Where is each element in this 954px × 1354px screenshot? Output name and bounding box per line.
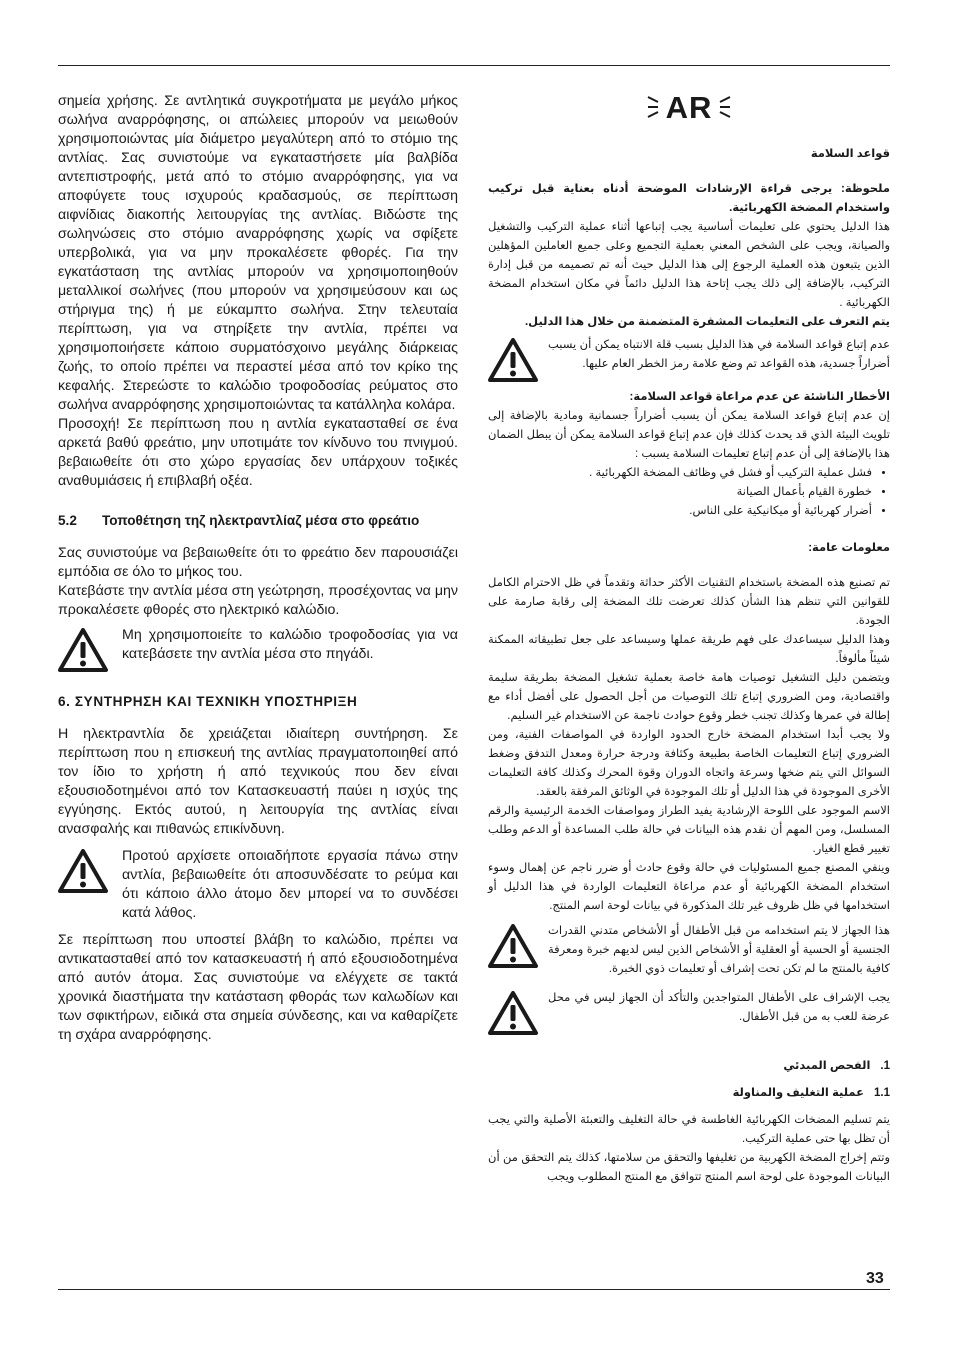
bracket-right-icon	[718, 95, 732, 119]
warning-triangle-icon	[488, 336, 548, 382]
warning-text: Προτού αρχίσετε οποιαδήποτε εργασία πάνω στην αντλία, βεβαιωθείτε ότι αποσυνδέσατε το ρεύμα και ότι κάποιο άλλο άτομο δεν μπορεί να το συνδέσει κατά λάθος.	[122, 848, 458, 921]
greek-paragraph: Σας συνιστούμε να βεβαιωθείτε ότι το φρεάτιο δεν παρουσιάζει εμπόδια σε όλο το μήκος του.	[58, 545, 458, 580]
arabic-paragraph: الاسم الموجود على اللوحة الإرشادية يفيد الطراز ومواصفات الخدمة الرئيسية والرقم المسلسل، ومن المهم أن نقدم هذه البيانات في حالة طلب المساعدة أو الدعم وطلب تغيير قطع الغيار.	[488, 805, 890, 855]
warning-block	[488, 336, 890, 382]
list-item: • فشل عملية التركيب أو فشل في وظائف المضخة الكهربائية .	[488, 464, 872, 483]
greek-paragraph: Η ηλεκτραντλία δε χρειάζεται ιδιαίτερη συντήρηση. Σε περίπτωση που η επισκευή της αντλίας πραγματοποιηθεί από τον ίδιο το χρήστη ή από τεχνικούς που δεν είναι εξουσιοδοτημένοι από τον Κατασκευαστή παύει η ισχύς της εγγύησης. Εκτός αυτού, η λειτουργία της αντλίας είναι ανασφαλής και πιθανώς επικίνδυνη.	[58, 726, 458, 837]
warning-block	[488, 922, 890, 979]
arabic-paragraph: ويتضمن دليل التشغيل توصيات هامة خاصة بعملية تشغيل المضخة بطريقة سليمة واقتصادية، ومن الضروري إتباع تلك التوصيات من أجل الحصول على أفضل أداء مع إطالة في عمرها وكذلك تجنب خطر وقوع حوادث ناجمة عن الاستخدام غير السليم.	[488, 672, 890, 722]
warning-block	[488, 989, 890, 1035]
bracket-left-icon	[646, 95, 660, 119]
warning-text: يجب الإشراف على الأطفال المتواجدين والتأكد أن الجهاز ليس في محل عرضة للعب به من قبل الأطفال.	[548, 992, 890, 1023]
greek-paragraph: σημεία χρήσης. Σε αντλητικά συγκροτήματα με μεγάλο μήκος σωλήνα αναρρόφησης, οι απώλειες μπορούν να μειωθούν χρησιμοποιώντας μία διάμετρο μεγαλύτερη από το στόμιο της αντλίας. Σας συνιστούμε να εγκαταστήσετε μία βαλβίδα αντεπιστροφής, μετά από το στόμιο αναρρόφησης, για να αποφύγετε τους ισχυρούς κραδασμούς, σε περίπτωση αιφνίδιας διακοπής λειτουργίας της αντλίας. Βιδώστε της σωληνώσεις στο στόμιο αναρρόφησης χωρίς να σφίξετε υπερβολικά, για να μην προκαλέσετε φθορές. Για την εγκατάσταση της αντλίας μπορούν να χρησιμοποιηθούν μεταλλικοί σωλήνες (που μπορούν να χρησιμεύσουν και ως στήριγμα της) ή με εύκαμπτο σωλήνα. Στην τελευταία περίπτωση, για να στηρίξετε την αντλία, πρέπει να χρησιμοποιήσετε κάποιο συρματόσχοινο μεγάλης διάρκειας ζωής, το οποίο πρέπει να περαστεί μέσα από τον κρίκο της κεφαλής. Στερεώστε το καλώδιο τροφοδοσίας ρεύματος στο σωλήνα αναρρόφησης χρησιμοποιώντας τα κατάλληλα κολάρα.	[58, 93, 458, 413]
section-title: الفحص المبدئي	[783, 1060, 871, 1072]
general-info-heading: معلومات عامة:	[808, 542, 890, 554]
section-1-1-heading	[488, 1084, 890, 1103]
list-item: • خطورة القيام بأعمال الصيانة	[488, 483, 872, 502]
risk-list	[488, 464, 890, 521]
greek-paragraph: Σε περίπτωση που υποστεί βλάβη το καλώδιο, πρέπει να αντικατασταθεί από τον κατασκευαστή ή από εξουσιοδοτημένα από αυτόν άτομα. Σας συνιστούμε να ελέγχετε σε τακτά χρονικά διαστήματα την κατάσταση φθοράς των καλωδίων και των σφικτήρων, ειδικά στα σημεία σύνδεσης, και να καθαρίζετε τη σχάρα αναρρόφησης.	[58, 932, 458, 1043]
warning-block	[58, 847, 458, 923]
warning-text: هذا الجهاز لا يتم استخدامه من قبل الأطفال أو الأشخاص متدني القدرات الجنسية أو الحسية أو العقلية أو الأشخاص الذين ليس لديهم خبرة ومعرفة كافية بالمنتج ما لم تكن تحت إشراف أو تعليمات ذوي الخبرة.	[548, 925, 890, 975]
recognize-bold: يتم التعرف على التعليمات المشفرة المتضمنة من خلال هذا الدليل.	[524, 316, 890, 328]
arabic-paragraph: يتم تسليم المضخات الكهربائية الغاطسة في حالة التغليف والتعبئة الأصلية والتي يجب أن تظل بها حتى عملية التركيب.	[488, 1114, 890, 1145]
arabic-paragraph: إن عدم إتباع قواعد السلامة يمكن أن يسبب أضراراً جسمانية ومادية بالإضافة إلى تلويث البيئة الذي قد يحدث كذلك فإن عدم إتباع قواعد السلامة يمكن أن يبطل الضمان هذا بالإضافة إلى أن عدم إتباع تعليمات السلامة يسبب :	[488, 410, 890, 460]
section-number: 5.2	[58, 513, 77, 528]
section-number: 1.1	[874, 1087, 890, 1099]
warning-triangle-icon	[488, 922, 548, 968]
top-rule	[58, 65, 890, 66]
warning-triangle-icon	[58, 847, 122, 893]
page-number: 33	[866, 1270, 884, 1287]
greek-paragraph: Προσοχή! Σε περίπτωση που η αντλία εγκατασταθεί σε ένα αρκετά βαθύ φρεάτιο, μην υποτιμάτε τον κίνδυνο του πνιγμού. βεβαιωθείτε ότι στο χώρο εργασίας δεν υπάρχουν τοξικές αναθυμιάσεις ή επιβλαβή οξέα.	[58, 416, 458, 489]
arabic-paragraph: هذا الدليل يحتوي على تعليمات أساسية يجب إتباعها أثناء عملية التركيب والتشغيل والصيانة، ويجب على الشخص المعني بعملية التجميع وعلى جميع العاملين المؤهلين الذين يتبعون هذه العملية الرجوع إلى هذا الدليل حيث أنه تم تصميمه من قبل إدارة التركيب، بالإضافة إلى ذلك يجب إتاحة هذا الدليل دائماً في مكان استخدام المضخة الكهربائية .	[488, 221, 890, 309]
arabic-paragraph: ولا يجب أبدا استخدام المضخة خارج الحدود الواردة في المواصفات الفنية، ومن الضروري إتباع التعليمات الخاصة بطبيعة وكثافة ودرجة حرارة ومعدل التدفق وضغط السوائل التي يتم ضخها وسرعة واتجاه الدوران وقوة المحرك وكذلك كافة التعليمات الأخرى الموجودة في هذا الدليل أو تلك الموجودة في الوثائق المرفقة بالعقد.	[488, 729, 890, 798]
warning-text: عدم إتباع قواعد السلامة في هذا الدليل بسبب قلة الانتباه يمكن أن يسبب أضراراً جسدية، هذه القواعد تم وضع علامة رمز الخطر العام عليها.	[548, 339, 890, 370]
section-title: Τοποθέτηση τηζ ηλεκτραντλίαζ μέσα στο φρεάτιο	[102, 513, 420, 528]
arabic-paragraph: وتتم إخراج المضخة الكهربية من تغليفها والتحقق من سلامتها، كذلك يتم التحقق من أن البيانات الموجودة على لوحة اسم المنتج تتوافق مع المنتج المطلوب ويجب	[488, 1152, 890, 1183]
warning-triangle-icon	[488, 989, 548, 1035]
greek-column	[58, 92, 458, 1045]
risks-heading: الأخطار الناشئة عن عدم مراعاة قواعد السلامة:	[629, 391, 890, 403]
safety-heading: قواعد السلامة	[810, 148, 890, 160]
bottom-rule	[58, 1289, 890, 1290]
arabic-paragraph: تم تصنيع هذه المضخة باستخدام التقنيات الأكثر حداثة وتقدماً في ظل الاحترام الكامل للقوانين التي تنظم هذا الشأن كذلك تعرضت تلك المضخة إلى رقابة صارمة على الجودة.	[488, 577, 890, 627]
arabic-paragraph: وهذا الدليل سيساعدك على فهم طريقة عملها وسيساعد على جعل تطبيقاته الممكنة شيئاً مألوفاً.	[488, 634, 890, 665]
section-number: 1.	[880, 1060, 890, 1072]
note-bold: ملحوظة: يرجى قراءة الإرشادات الموضحة أدناه بعناية قبل تركيب واستخدام المضخة الكهربائية.	[488, 183, 890, 214]
section-1-heading	[488, 1057, 890, 1076]
warning-triangle-icon	[58, 626, 122, 672]
section-5-2-heading	[58, 511, 458, 530]
arabic-paragraph: وينفي المصنع جميع المسئوليات في حالة وقوع حادث أو ضرر ناجم عن إهمال وسوء استخدام المضخة الكهربائية أو عدم مراعاة التعليمات الواردة في هذا الدليل أو استخدامها في ظل ظروف غير تلك المذكورة في بيانات لوحة اسم المنتج.	[488, 862, 890, 912]
language-code: AR	[665, 89, 713, 125]
greek-paragraph: Κατεβάστε την αντλία μέσα στη γεώτρηση, προσέχοντας να μην προκαλέσετε φθορές στο ηλεκτρικό καλώδιο.	[58, 583, 458, 618]
warning-text: Μη χρησιμοποιείτε το καλώδιο τροφοδοσίας για να κατεβάσετε την αντλία μέσα στο πηγάδι.	[122, 627, 458, 662]
section-6-heading: 6. ΣΥΝΤΗΡΗΣΗ ΚΑΙ ΤΕΧΝΙΚΗ ΥΠΟΣΤΗΡΙΞΗ	[58, 694, 358, 709]
list-item: • أضرار كهربائية أو ميكانيكية على الناس.	[488, 502, 872, 521]
section-title: عملية التغليف والمناولة	[732, 1087, 864, 1099]
warning-block	[58, 626, 458, 672]
arabic-column	[488, 89, 890, 1187]
language-badge	[488, 89, 890, 129]
